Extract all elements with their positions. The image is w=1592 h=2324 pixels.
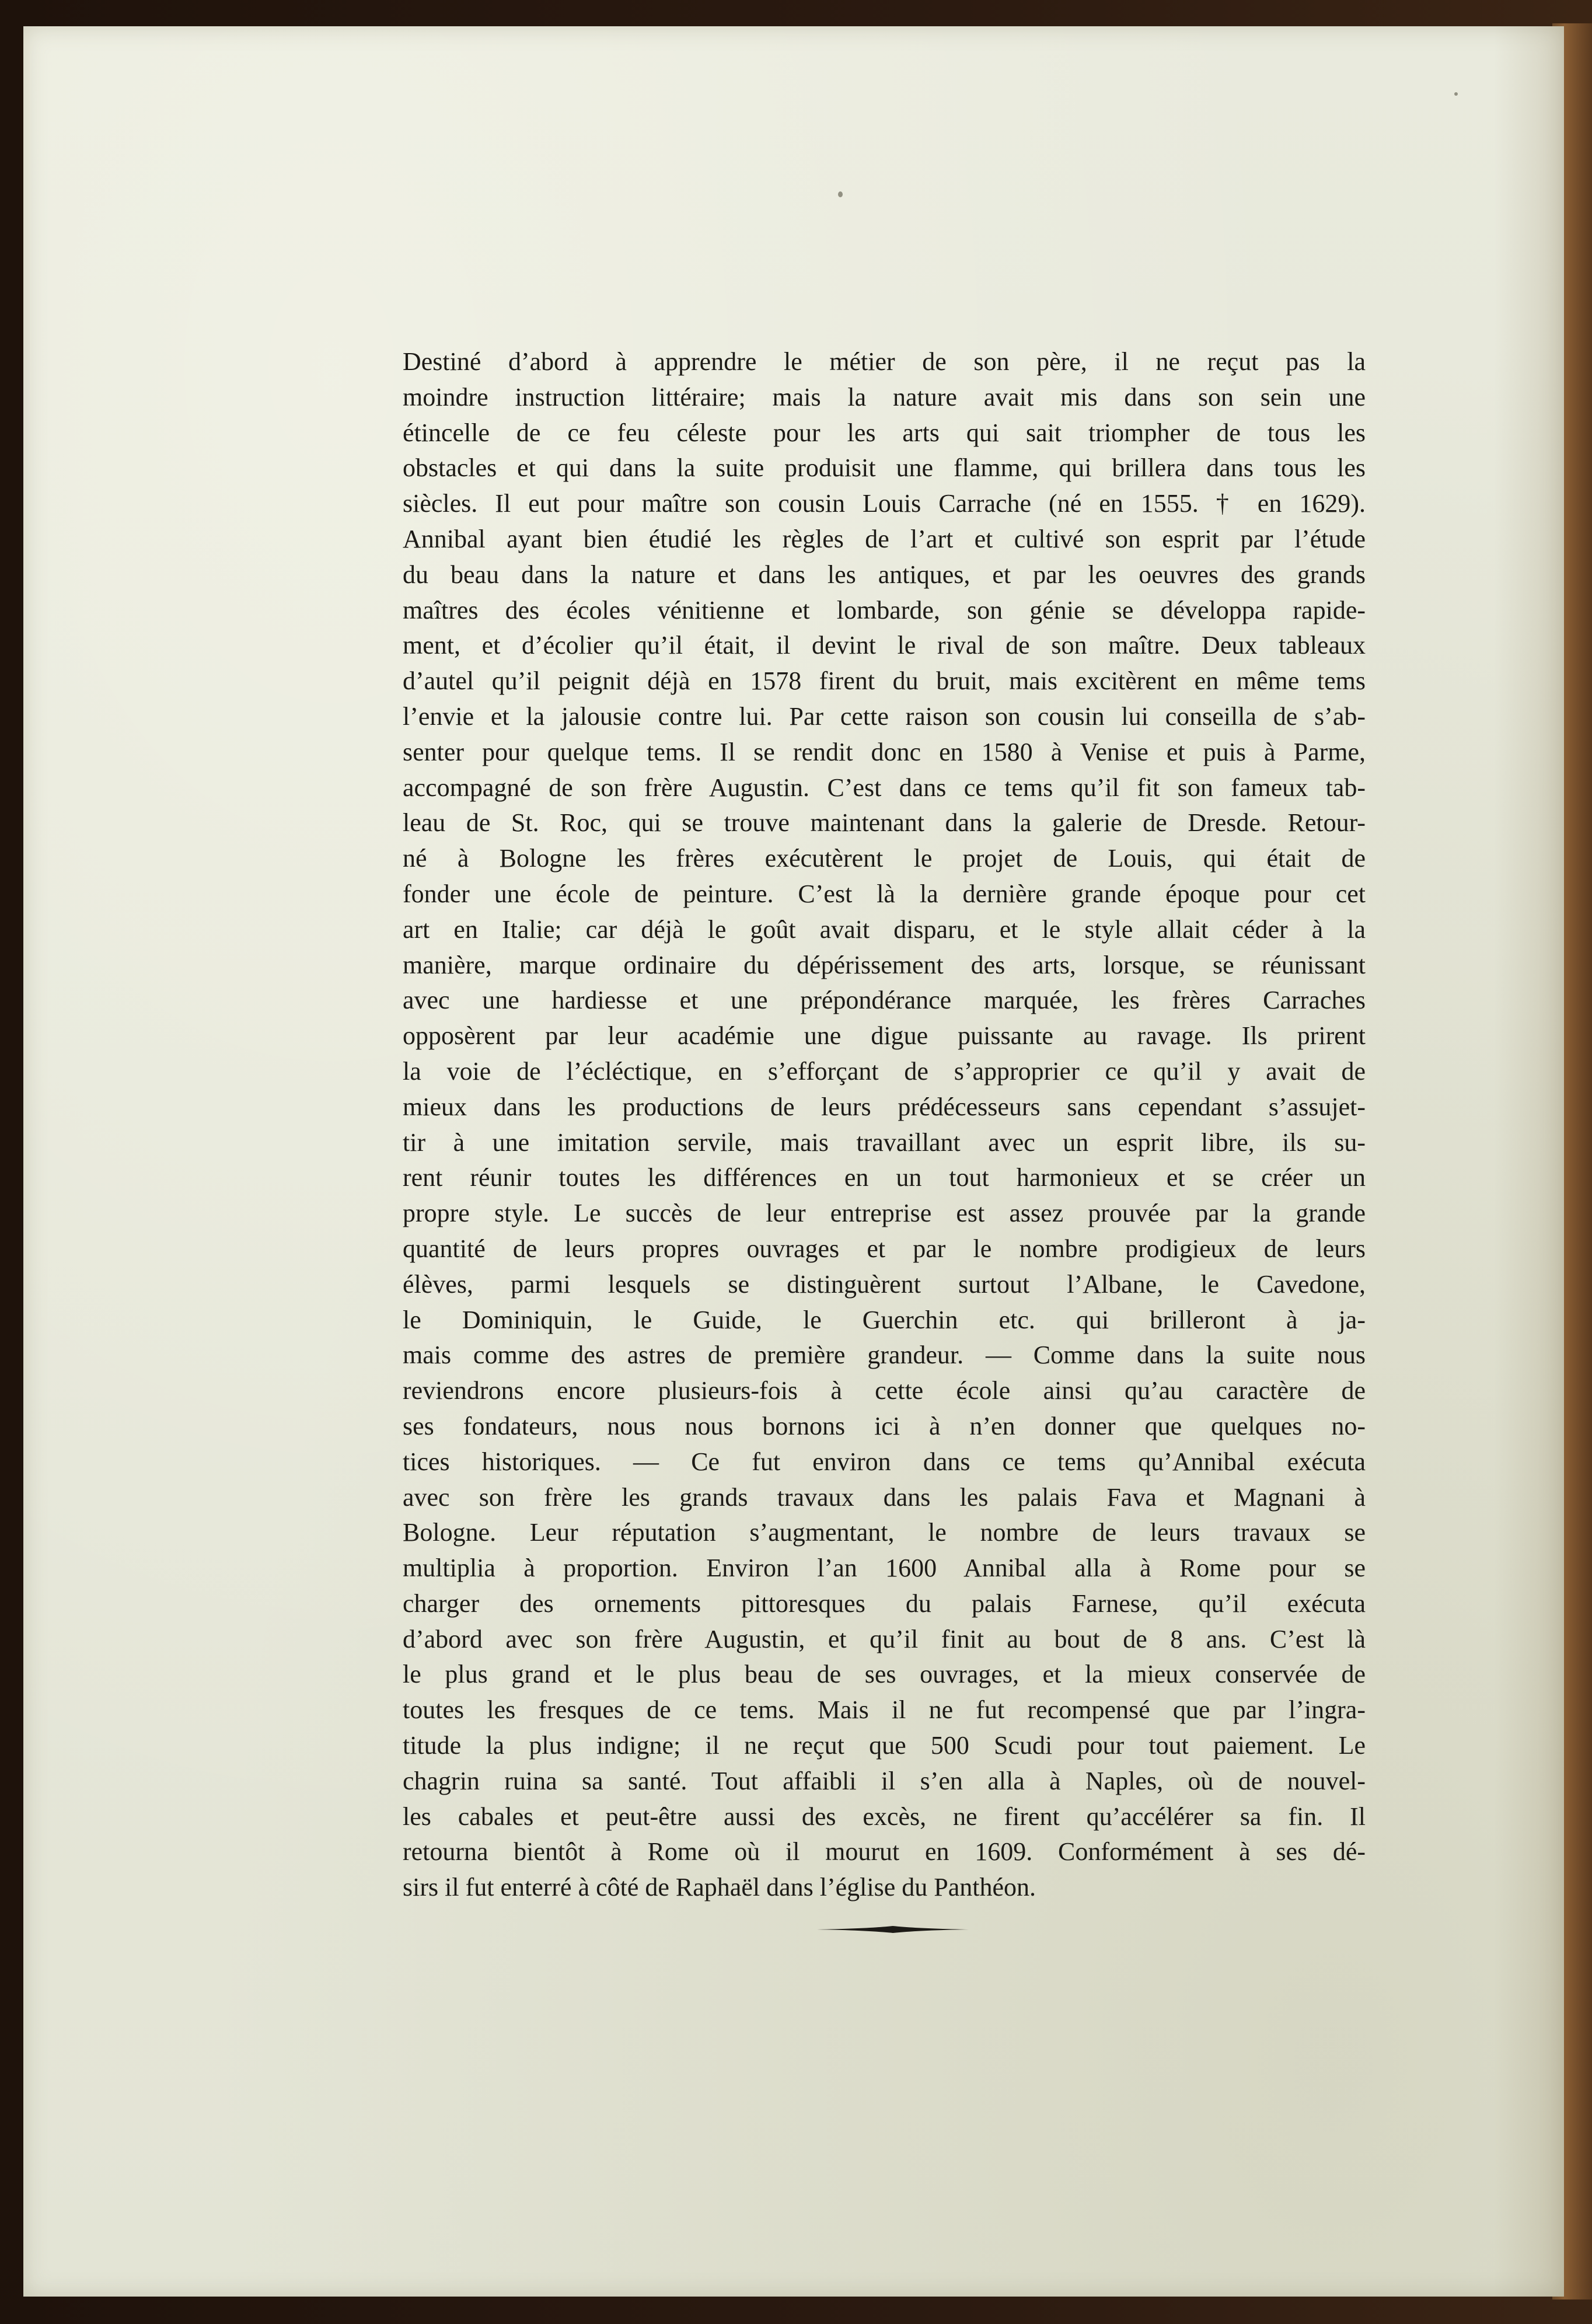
text-line: ment, et d’écolier qu’il était, il devint le rival de son maître. Deux tableaux — [403, 631, 1366, 660]
text-line: Destiné d’abord à apprendre le métier de son père, il ne reçut pas la — [403, 347, 1366, 376]
text-line: moindre instruction littéraire; mais la nature avait mis dans son sein une — [403, 382, 1366, 411]
text-line: titude la plus indigne; il ne reçut que 500 Scudi pour tout paiement. Le — [403, 1731, 1366, 1760]
text-line: rent réunir toutes les différences en un tout harmonieux et se créer un — [403, 1163, 1366, 1192]
text-line: d’abord avec son frère Augustin, et qu’il finit au bout de 8 ans. C’est là — [403, 1624, 1366, 1653]
text-line: accompagné de son frère Augustin. C’est dans ce tems qu’il fit son fameux tab- — [403, 773, 1366, 802]
page-shadow — [1494, 26, 1564, 2297]
text-line: senter pour quelque tems. Il se rendit donc en 1580 à Venise et puis à Parme, — [403, 737, 1366, 766]
text-line: fonder une école de peinture. C’est là la dernière grande époque pour cet — [403, 879, 1366, 908]
body-text — [403, 344, 1366, 1906]
text-line: la voie de l’écléctique, en s’efforçant de s’approprier ce qu’il y avait de — [403, 1056, 1366, 1086]
text-line: le plus grand et le plus beau de ses ouvrages, et la mieux conservée de — [403, 1660, 1366, 1689]
text-line: obstacles et qui dans la suite produisit une flamme, qui brillera dans tous les — [403, 453, 1366, 483]
paper-speck — [838, 191, 843, 197]
text-line: art en Italie; car déjà le goût avait disparu, et le style allait céder à la — [403, 915, 1366, 944]
text-line: avec son frère les grands travaux dans les palais Fava et Magnani à — [403, 1482, 1366, 1512]
text-line: retourna bientôt à Rome où il mourut en 1609. Conformément à ses dé- — [403, 1837, 1366, 1866]
text-line: charger des ornements pittoresques du palais Farnese, qu’il exécuta — [403, 1589, 1366, 1618]
text-line: avec une hardiesse et une prépondérance marquée, les frères Carraches — [403, 986, 1366, 1015]
text-line: du beau dans la nature et dans les antiques, et par les oeuvres des grands — [403, 560, 1366, 589]
text-line: quantité de leurs propres ouvrages et par le nombre prodigieux de leurs — [403, 1234, 1366, 1263]
paper-speck — [1454, 92, 1458, 96]
text-line: propre style. Le succès de leur entreprise est assez prouvée par la grande — [403, 1199, 1366, 1228]
text-line: tices historiques. — Ce fut environ dans ce tems qu’Annibal exécuta — [403, 1447, 1366, 1476]
text-line: reviendrons encore plusieurs-fois à cette école ainsi qu’au caractère de — [403, 1376, 1366, 1405]
text-line: leau de St. Roc, qui se trouve maintenant dans la galerie de Dresde. Retour- — [403, 808, 1366, 838]
text-line: l’envie et la jalousie contre lui. Par cette raison son cousin lui conseilla de s’ab- — [403, 702, 1366, 731]
text-line: opposèrent par leur académie une digue puissante au ravage. Ils prirent — [403, 1021, 1366, 1051]
text-line: le Dominiquin, le Guide, le Guerchin etc. qui brilleront à ja- — [403, 1305, 1366, 1334]
text-line: multiplia à proportion. Environ l’an 1600 Annibal alla à Rome pour se — [403, 1554, 1366, 1583]
text-line: mieux dans les productions de leurs prédécesseurs sans cependant s’assujet- — [403, 1092, 1366, 1121]
text-line: tir à une imitation servile, mais travaillant avec un esprit libre, ils su- — [403, 1128, 1366, 1157]
text-line: manière, marque ordinaire du dépérissement des arts, lorsque, se réunissant — [403, 950, 1366, 979]
text-line: les cabales et peut-être aussi des excès, ne firent qu’accélérer sa fin. Il — [403, 1802, 1366, 1831]
text-line: siècles. Il eut pour maître son cousin Louis Carrache (né en 1555. † en 1629). — [403, 489, 1366, 518]
text-line: sirs il fut enterré à côté de Raphaël dans l’église du Panthéon. — [403, 1873, 1036, 1902]
text-line: chagrin ruina sa santé. Tout affaibli il s’en alla à Naples, où de nouvel- — [403, 1766, 1366, 1795]
text-line: toutes les fresques de ce tems. Mais il ne fut recompensé que par l’ingra- — [403, 1695, 1366, 1725]
text-line: mais comme des astres de première grandeur. — Comme dans la suite nous — [403, 1341, 1366, 1370]
text-line: d’autel qu’il peignit déjà en 1578 firent du bruit, mais excitèrent en même tems — [403, 667, 1366, 696]
ornament-rule — [817, 1925, 969, 1934]
text-line: étincelle de ce feu céleste pour les arts qui sait triompher de tous les — [403, 418, 1366, 447]
text-line: Annibal ayant bien étudié les règles de l’art et cultivé son esprit par l’étude — [403, 524, 1366, 553]
text-line: Bologne. Leur réputation s’augmentant, le nombre de leurs travaux se — [403, 1518, 1366, 1547]
text-line: maîtres des écoles vénitienne et lombarde, son génie se développa rapide- — [403, 595, 1366, 624]
text-line: né à Bologne les frères exécutèrent le projet de Louis, qui était de — [403, 844, 1366, 873]
text-line: ses fondateurs, nous nous bornons ici à n’en donner que quelques no- — [403, 1411, 1366, 1440]
text-line: élèves, parmi lesquels se distinguèrent surtout l’Albane, le Cavedone, — [403, 1269, 1366, 1299]
